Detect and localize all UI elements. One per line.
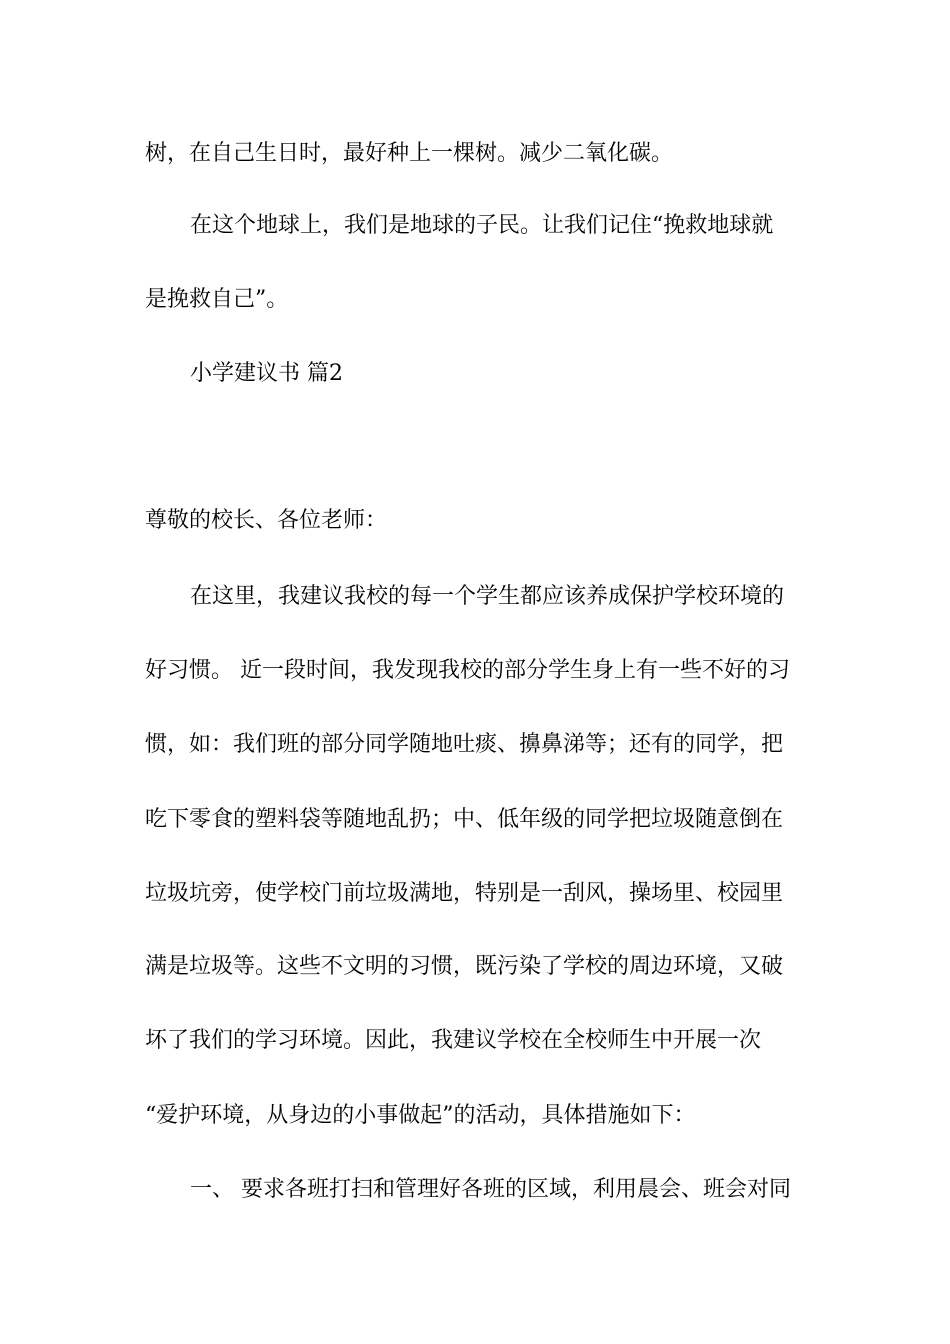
paragraph-line: 好习惯。 近一段时间，我发现我校的部分学生身上有一些不好的习 (145, 658, 790, 683)
paragraph-line: 垃圾坑旁，使学校门前垃圾满地，特别是一刮风，操场里、校园里 (145, 881, 784, 906)
section-heading: 小学建议书 篇2 (190, 361, 343, 386)
paragraph-line: 树，在自己生日时，最好种上一棵树。减少二氧化碳。 (145, 141, 674, 166)
paragraph-line: “爱护环境，从身边的小事做起”的活动，具体措施如下： (145, 1103, 696, 1128)
paragraph-line: 吃下零食的塑料袋等随地乱扔；中、低年级的同学把垃圾随意倒在 (145, 807, 784, 832)
paragraph-line: 在这个地球上，我们是地球的子民。让我们记住“挽救地球就 (190, 213, 774, 238)
paragraph-line: 坏了我们的学习环境。因此，我建议学校在全校师生中开展一次 (145, 1028, 762, 1053)
salutation-line: 尊敬的校长、各位老师： (145, 508, 388, 533)
list-item-line: 一、 要求各班打扫和管理好各班的区域，利用晨会、班会对同 (190, 1177, 791, 1202)
paragraph-line: 满是垃圾等。这些不文明的习惯，既污染了学校的周边环境，又破 (145, 954, 784, 979)
paragraph-line: 在这里，我建议我校的每一个学生都应该养成保护学校环境的 (190, 584, 785, 609)
paragraph-line: 是挽救自己”。 (145, 287, 289, 312)
paragraph-line: 惯，如：我们班的部分同学随地吐痰、擤鼻涕等；还有的同学，把 (145, 732, 784, 757)
